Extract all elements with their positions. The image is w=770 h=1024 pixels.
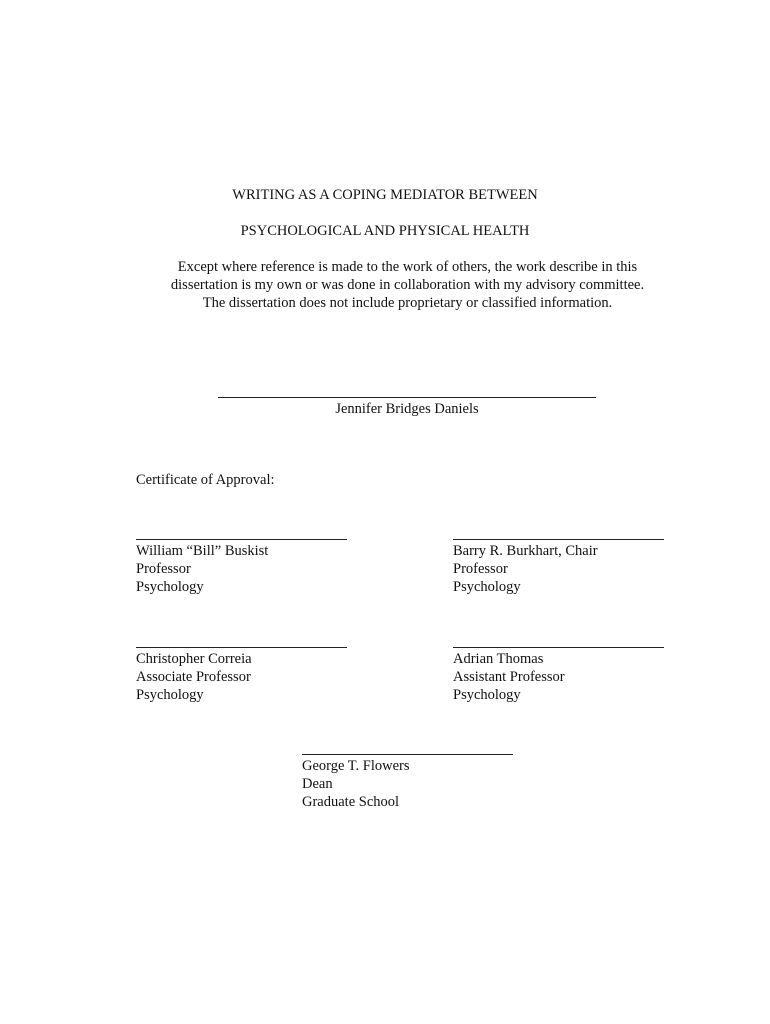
signatory-name: George T. Flowers xyxy=(302,758,410,774)
signature-line xyxy=(136,539,347,540)
signatory-title: Dean xyxy=(302,776,333,792)
signature-line xyxy=(453,647,664,648)
signatory-title: Professor xyxy=(453,561,508,577)
signatory-name: Christopher Correia xyxy=(136,651,252,667)
certificate-label: Certificate of Approval: xyxy=(136,472,275,488)
signature-line xyxy=(453,539,664,540)
signatory-department: Psychology xyxy=(453,687,521,703)
author-signature-line xyxy=(218,397,596,398)
signatory-department: Graduate School xyxy=(302,794,400,810)
signature-block xyxy=(136,539,348,596)
signature-block xyxy=(136,647,348,704)
statement-line-1: Except where reference is made to the work of others, the work describe in this xyxy=(177,259,638,275)
signatory-department: Psychology xyxy=(136,687,204,703)
signature-block xyxy=(453,539,665,596)
signature-block xyxy=(302,754,514,811)
author-name: Jennifer Bridges Daniels xyxy=(335,401,479,417)
signature-line xyxy=(302,754,513,755)
signatory-name: Barry R. Burkhart, Chair xyxy=(453,543,598,559)
signature-block xyxy=(453,647,665,704)
title-line-2: PSYCHOLOGICAL AND PHYSICAL HEALTH xyxy=(240,223,530,239)
title-line-1: WRITING AS A COPING MEDIATOR BETWEEN xyxy=(232,187,538,203)
signatory-title: Assistant Professor xyxy=(453,669,565,685)
signatory-title: Professor xyxy=(136,561,191,577)
signatory-title: Associate Professor xyxy=(136,669,251,685)
signatory-name: William “Bill” Buskist xyxy=(136,543,269,559)
signatory-name: Adrian Thomas xyxy=(453,651,544,667)
signature-line xyxy=(136,647,347,648)
signatory-department: Psychology xyxy=(453,579,521,595)
originality-statement xyxy=(140,258,675,312)
statement-line-2: dissertation is my own or was done in collaboration with my advisory committee. xyxy=(170,277,645,293)
signatory-department: Psychology xyxy=(136,579,204,595)
statement-line-3: The dissertation does not include proprietary or classified information. xyxy=(202,295,613,311)
